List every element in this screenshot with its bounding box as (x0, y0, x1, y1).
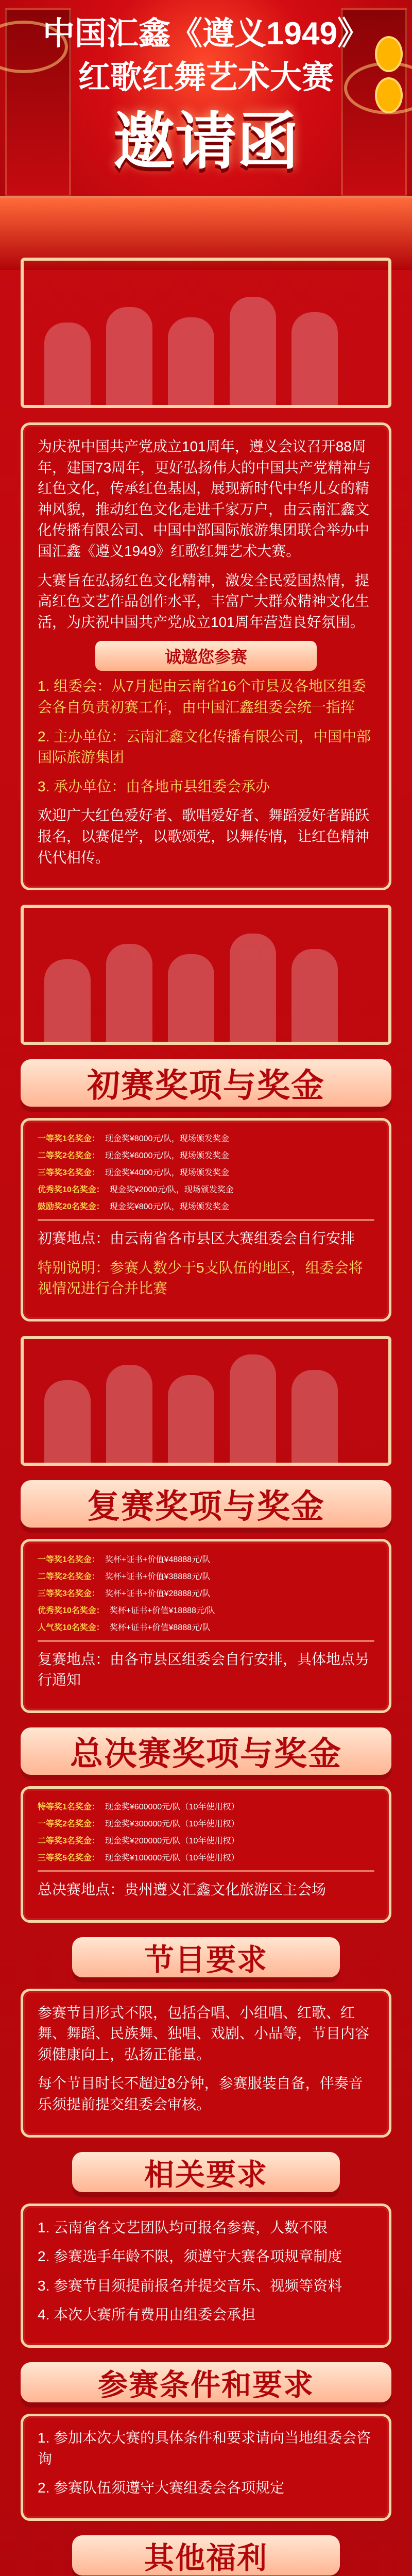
final-row-label: 一等奖2名奖金： (38, 1820, 100, 1829)
divider (38, 1219, 374, 1221)
prelim-row (38, 1200, 374, 1212)
prelim-title-banner: 初赛奖项与奖金 (21, 1059, 391, 1107)
hero-title-line1: 中国汇鑫《遵义1949》 (43, 16, 369, 52)
program-title-banner: 节目要求 (72, 1937, 340, 1977)
semi-row-value: 奖杯+证书+价值¥18888元/队 (109, 1606, 215, 1615)
semi-row (38, 1570, 374, 1582)
final-row-value: 现金奖¥100000元/队（10年使用权） (105, 1854, 239, 1863)
semi-row-value: 奖杯+证书+价值¥8888元/队 (109, 1623, 211, 1632)
semi-row-label: 人气奖10名奖金： (38, 1623, 105, 1632)
dancer-silhouette (230, 1354, 276, 1463)
semi-row-label: 一等奖1名奖金： (38, 1555, 100, 1564)
dancer-silhouette (168, 954, 214, 1042)
prelim-extra: 特别说明：参赛人数少于5支队伍的地区，组委会将视情况进行合并比赛 (38, 1259, 363, 1297)
prelim-row-value: 现金奖¥4000元/队，现场颁发奖金 (105, 1168, 229, 1178)
prelim-row-value: 现金奖¥6000元/队，现场颁发奖金 (105, 1151, 229, 1161)
dancer-silhouette (230, 297, 276, 405)
conditions-section (21, 2414, 391, 2521)
dancer-silhouette (230, 934, 276, 1042)
program-paragraph: 参赛节目形式不限，包括合唱、小组唱、红歌、红舞、舞蹈、民族舞、独唱、戏剧、小品等，节目内容须健康向上，弘扬正能量。 (38, 2004, 370, 2062)
semi-row-label: 优秀奖10名奖金： (38, 1606, 105, 1615)
intro-notice: 欢迎广大红色爱好者、歌唱爱好者、舞蹈爱好者踊跃报名，以赛促学，以歌颂党，以舞传情，让红色精神代代相传。 (38, 807, 370, 866)
hero-title-line3: 邀请函 (113, 107, 299, 176)
semi-row-label: 三等奖3名奖金： (38, 1589, 100, 1598)
semi-section (21, 1539, 391, 1713)
final-note: 总决赛地点：贵州遵义汇鑫文化旅游区主会场 (38, 1882, 327, 1898)
dancer-silhouette (291, 312, 338, 405)
semi-row (38, 1604, 374, 1616)
prelim-section (21, 1118, 391, 1321)
prelim-row (38, 1166, 374, 1178)
semi-note: 复赛地点：由各市县区组委会自行安排，具体地点另行通知 (38, 1651, 370, 1688)
dancer-silhouette (168, 1375, 214, 1463)
relevant-item: 4. 本次大赛所有费用由组委会承担 (38, 2307, 256, 2323)
dancer-silhouette (106, 1365, 152, 1463)
prelim-note: 初赛地点：由云南省各市县区大赛组委会自行安排 (38, 1230, 355, 1247)
hero-banner (0, 0, 412, 268)
organizer-item: 3. 承办单位：由各地市县组委会承办 (38, 778, 270, 794)
relevant-item: 1. 云南省各文艺团队均可报名参赛，人数不限 (38, 2219, 328, 2235)
stage-performance-photo (21, 258, 391, 408)
semi-row (38, 1621, 374, 1633)
condition-item: 1. 参加本次大赛的具体条件和要求请向当地组委会咨询 (38, 2430, 371, 2467)
intro-paragraph: 为庆祝中国共产党成立101周年，遵义会议召开88周年，建国73周年，更好弘扬伟大的中国共产党精神与红色文化，传承红色基因，展现新时代中华儿女的精神风貌，推动红色文化走进千家万户，由云南汇鑫文化传播有限公司、中国中部国际旅游集团联合举办中国汇鑫《遵义1949》红歌红舞艺术大赛。 (38, 438, 371, 559)
semi-row-value: 奖杯+证书+价值¥28888元/队 (105, 1589, 211, 1598)
prelim-row-label: 鼓励奖20名奖金： (38, 1202, 105, 1212)
relevant-section (21, 2204, 391, 2348)
organizer-item: 1. 组委会：从7月起由云南省16个市县及各地区组委会各自负责初赛工作，由中国汇鑫组委会统一指挥 (38, 678, 366, 715)
prelim-row-label: 优秀奖10名奖金： (38, 1185, 105, 1195)
intro-section (21, 422, 391, 890)
dancer-silhouette (106, 307, 152, 405)
final-row-label: 三等奖5名奖金： (38, 1854, 100, 1863)
final-row (38, 1834, 374, 1846)
dancer-silhouette (168, 317, 214, 405)
dancer-silhouette (44, 1380, 91, 1463)
semi-row (38, 1553, 374, 1565)
final-title-banner: 总决赛奖项与奖金 (21, 1727, 391, 1775)
final-row-value: 现金奖¥300000元/队（10年使用权） (105, 1820, 239, 1829)
final-row-value: 现金奖¥200000元/队（10年使用权） (105, 1837, 239, 1846)
program-paragraph: 每个节目时长不超过8分钟，参赛服装自备，伴奏音乐须提前提交组委会审核。 (38, 2075, 363, 2113)
divider (38, 1870, 374, 1872)
semi-row-value: 奖杯+证书+价值¥48888元/队 (105, 1555, 211, 1564)
dancer-silhouette (106, 944, 152, 1042)
program-section (21, 1989, 391, 2138)
group-dance-photo (21, 905, 391, 1045)
dancer-silhouette (44, 323, 91, 405)
final-row (38, 1817, 374, 1829)
prelim-row-value: 现金奖¥8000元/队，现场颁发奖金 (105, 1134, 229, 1144)
semi-row (38, 1587, 374, 1599)
prelim-row-label: 二等奖2名奖金： (38, 1151, 100, 1161)
condition-item: 2. 参赛队伍须遵守大赛组委会各项规定 (38, 2480, 285, 2496)
benefits-title-banner: 其他福利 (72, 2535, 340, 2575)
relevant-title-banner: 相关要求 (72, 2152, 340, 2192)
dancer-silhouette (291, 1370, 338, 1463)
performance-photo (21, 1336, 391, 1466)
final-row (38, 1800, 374, 1812)
organizers-title-banner: 诚邀您参赛 (95, 641, 317, 671)
prelim-row-label: 三等奖3名奖金： (38, 1168, 100, 1178)
final-section (21, 1786, 391, 1923)
prelim-row (38, 1183, 374, 1195)
prelim-row (38, 1149, 374, 1161)
intro-paragraph: 大赛旨在弘扬红色文化精神，激发全民爱国热情，提高红色文艺作品创作水平，丰富广大群众精神文化生活，为庆祝中国共产党成立101周年营造良好氛围。 (38, 572, 370, 630)
prelim-row-value: 现金奖¥2000元/队，现场颁发奖金 (109, 1185, 234, 1195)
organizer-item: 2. 主办单位：云南汇鑫文化传播有限公司，中国中部国际旅游集团 (38, 728, 371, 766)
relevant-item: 3. 参赛节目须提前报名并提交音乐、视频等资料 (38, 2277, 342, 2294)
prelim-row-label: 一等奖1名奖金： (38, 1134, 100, 1144)
relevant-item: 2. 参赛选手年龄不限，须遵守大赛各项规章制度 (38, 2248, 342, 2265)
semi-row-value: 奖杯+证书+价值¥38888元/队 (105, 1572, 211, 1581)
semi-title-banner: 复赛奖项与奖金 (21, 1480, 391, 1528)
dancer-silhouette (44, 959, 91, 1042)
prelim-row (38, 1132, 374, 1144)
final-row-label: 二等奖3名奖金： (38, 1837, 100, 1846)
final-row-value: 现金奖¥600000元/队（10年使用权） (105, 1803, 239, 1812)
semi-row-label: 二等奖2名奖金： (38, 1572, 100, 1581)
hero-title-line2: 红歌红舞艺术大赛 (78, 60, 334, 95)
final-row (38, 1851, 374, 1863)
divider (38, 1640, 374, 1642)
final-row-label: 特等奖1名奖金： (38, 1803, 100, 1812)
prelim-row-value: 现金奖¥800元/队，现场颁发奖金 (109, 1202, 229, 1212)
conditions-title-banner: 参赛条件和要求 (21, 2362, 391, 2402)
dancer-silhouette (291, 949, 338, 1042)
